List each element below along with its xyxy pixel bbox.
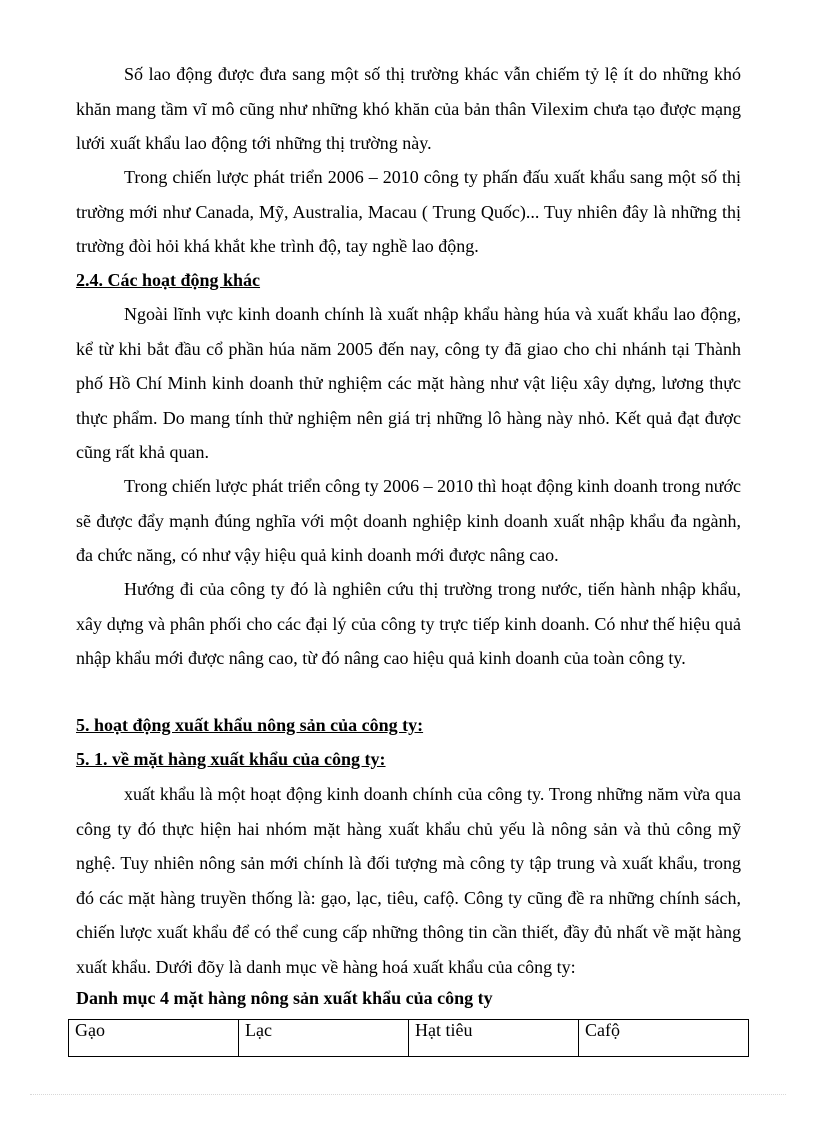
table-cell-rice: Gạo: [69, 1020, 239, 1057]
paragraph-labor-other-markets: Số lao động được đưa sang một số thị trường khác vẫn chiếm tỷ lệ ít do những khó khăn mang tầm vĩ mô cũng như những khó khăn của bản thân Vilexim chưa tạo được mạng lưới xuất khẩu lao động tới những thị trường này.: [76, 64, 741, 153]
paragraph-company-direction: Hướng đi của công ty đó là nghiên cứu thị trường trong nước, tiến hành nhập khẩu, xây dựng và phân phối cho các đại lý của công ty trực tiếp kinh doanh. Có như thế hiệu quả nhập khẩu mới được nâng cao, từ đó nâng cao hiệu quả kinh doanh của toàn công ty.: [76, 579, 741, 668]
table-row: [69, 1020, 749, 1057]
paragraph-domestic-strategy: Trong chiến lược phát triển công ty 2006 – 2010 thì hoạt động kinh doanh trong nước sẽ được đẩy mạnh đúng nghĩa với một doanh nghiệp kinh doanh xuất nhập khẩu đa ngành, đa chức năng, có như vậy hiệu quả kinh doanh mới được nâng cao.: [76, 476, 741, 565]
page-bottom-divider: [30, 1094, 786, 1095]
table-title: Danh mục 4 mặt hàng nông sản xuất khẩu của công ty: [76, 988, 493, 1008]
heading-agricultural-export: 5. hoạt động xuất khẩu nông sản của công ty:: [76, 715, 424, 735]
table-cell-coffee: Cafộ: [579, 1020, 749, 1057]
paragraph-domestic-trial-business: Ngoài lĩnh vực kinh doanh chính là xuất nhập khẩu hàng húa và xuất khẩu lao động, kể từ khi bắt đầu cổ phần húa năm 2005 đến nay, công ty đã giao cho chi nhánh tại Thành phố Hồ Chí Minh kinh doanh thử nghiệm các mặt hàng như vật liệu xây dựng, lương thực thực phẩm. Do mang tính thử nghiệm nên giá trị những lô hàng này nhỏ. Kết quả đạt được cũng rất khả quan.: [76, 304, 741, 462]
heading-export-products: 5. 1. về mặt hàng xuất khẩu của công ty:: [76, 749, 386, 769]
paragraph-export-overview: xuất khẩu là một hoạt động kinh doanh chính của công ty. Trong những năm vừa qua công ty đó thực hiện hai nhóm mặt hàng xuất khẩu chủ yếu là nông sản và thủ công mỹ nghệ. Tuy nhiên nông sản mới chính là đối tượng mà công ty tập trung và xuất khẩu, trong đó các mặt hàng truyền thống là: gạo, lạc, tiêu, cafộ. Công ty cũng đề ra những chính sách, chiến lược xuất khẩu để có thể cung cấp những thông tin cần thiết, đầy đủ nhất về mặt hàng xuất khẩu. Dưới đõy là danh mục về hàng hoá xuất khẩu của công ty:: [76, 784, 741, 977]
table-cell-pepper: Hạt tiêu: [409, 1020, 579, 1057]
heading-other-activities: 2.4. Các hoạt động khác: [76, 270, 261, 290]
table-cell-peanut: Lạc: [239, 1020, 409, 1057]
paragraph-strategy-new-markets: Trong chiến lược phát triển 2006 – 2010 công ty phấn đấu xuất khẩu sang một số thị trường mới như Canada, Mỹ, Australia, Macau ( Trung Quốc)... Tuy nhiên đây là những thị trường đòi hỏi khá khắt khe trình độ, tay nghề lao động.: [76, 167, 741, 256]
products-table: [68, 1019, 749, 1057]
